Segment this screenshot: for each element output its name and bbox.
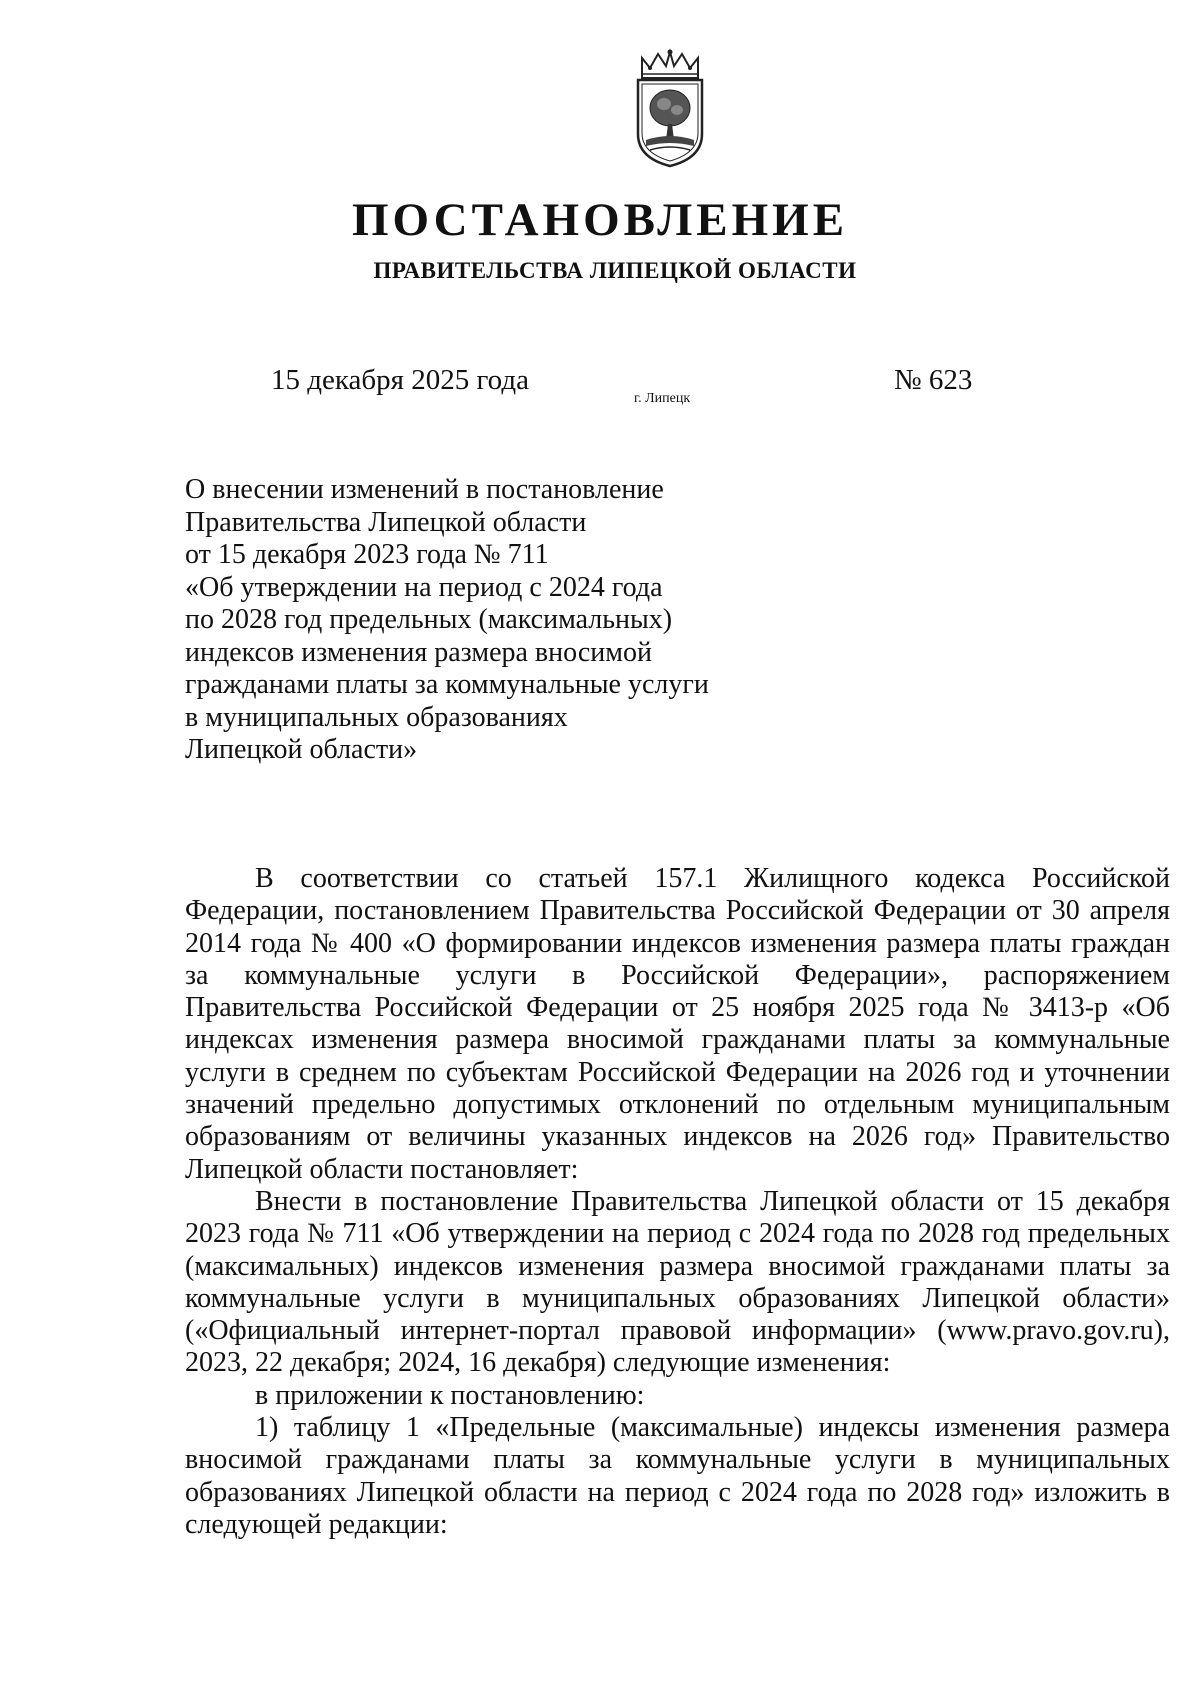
document-body <box>185 863 1170 1541</box>
title-line: индексов изменения размера вносимой <box>185 636 652 668</box>
title-line: гражданами платы за коммунальные услуги <box>185 669 709 700</box>
appendix-paragraph: в приложении к постановлению: <box>255 1379 645 1411</box>
lipetsk-coat-of-arms-icon <box>628 48 712 170</box>
title-line: Липецкой области» <box>185 734 418 765</box>
preamble-paragraph: В соответствии со статьей 157.1 Жилищного кодекса Российской Федерации, постановлением Правительства Российской Федерации от 30 апреля 2014 года № 400 «О формировании индексов изменения размера платы граждан за коммунальные услуги в Российской Федерации», распоряжением Правительства Российской Федерации от 25 ноября 2025 года № 3413-р «Об индексах изменения размера вносимой гражданами платы за коммунальные услуги в среднем по субъектам Российской Федерации на 2026 год и уточнении значений предельно допустимых отклонений по отдельным муниципальным образованиям от величины указанных индексов на 2026 год» Правительство Липецкой области постановляет: <box>185 863 1170 1185</box>
title-line: Правительства Липецкой области <box>185 506 587 538</box>
issuing-organization: ПРАВИТЕЛЬСТВА ЛИПЕЦКОЙ ОБЛАСТИ <box>373 258 857 283</box>
document-date: 15 декабря 2025 года <box>271 364 529 396</box>
title-line: от 15 декабря 2023 года № 711 <box>185 539 549 570</box>
document-city: г. Липецк <box>634 391 691 406</box>
document-number: № 623 <box>894 364 973 396</box>
title-line: О внесении изменений в постановление <box>185 474 664 505</box>
document-type-heading: ПОСТАНОВЛЕНИЕ <box>351 194 849 246</box>
document-title <box>185 474 785 767</box>
title-line: по 2028 год предельных (максимальных) <box>185 604 673 635</box>
title-line: в муниципальных образованиях <box>185 701 568 733</box>
item-1-paragraph: 1) таблицу 1 «Предельные (максимальные) индексы изменения размера вносимой гражданами платы за коммунальные услуги в муниципальных образованиях Липецкой области на период с 2024 года по 2028 год» изложить в следующей редакции: <box>185 1412 1170 1540</box>
resolution-paragraph: Внести в постановление Правительства Липецкой области от 15 декабря 2023 года № 711 «Об утверждении на период с 2024 года по 2028 год предельных (максимальных) индексов изменения размера вносимой гражданами платы за коммунальные услуги в муниципальных образованиях Липецкой области» («Официальный интернет-портал правовой информации» (www.pravo.gov.ru), 2023, 22 декабря; 2024, 16 декабря) следующие изменения: <box>185 1185 1170 1379</box>
title-line: «Об утверждении на период с 2024 года <box>185 571 663 603</box>
